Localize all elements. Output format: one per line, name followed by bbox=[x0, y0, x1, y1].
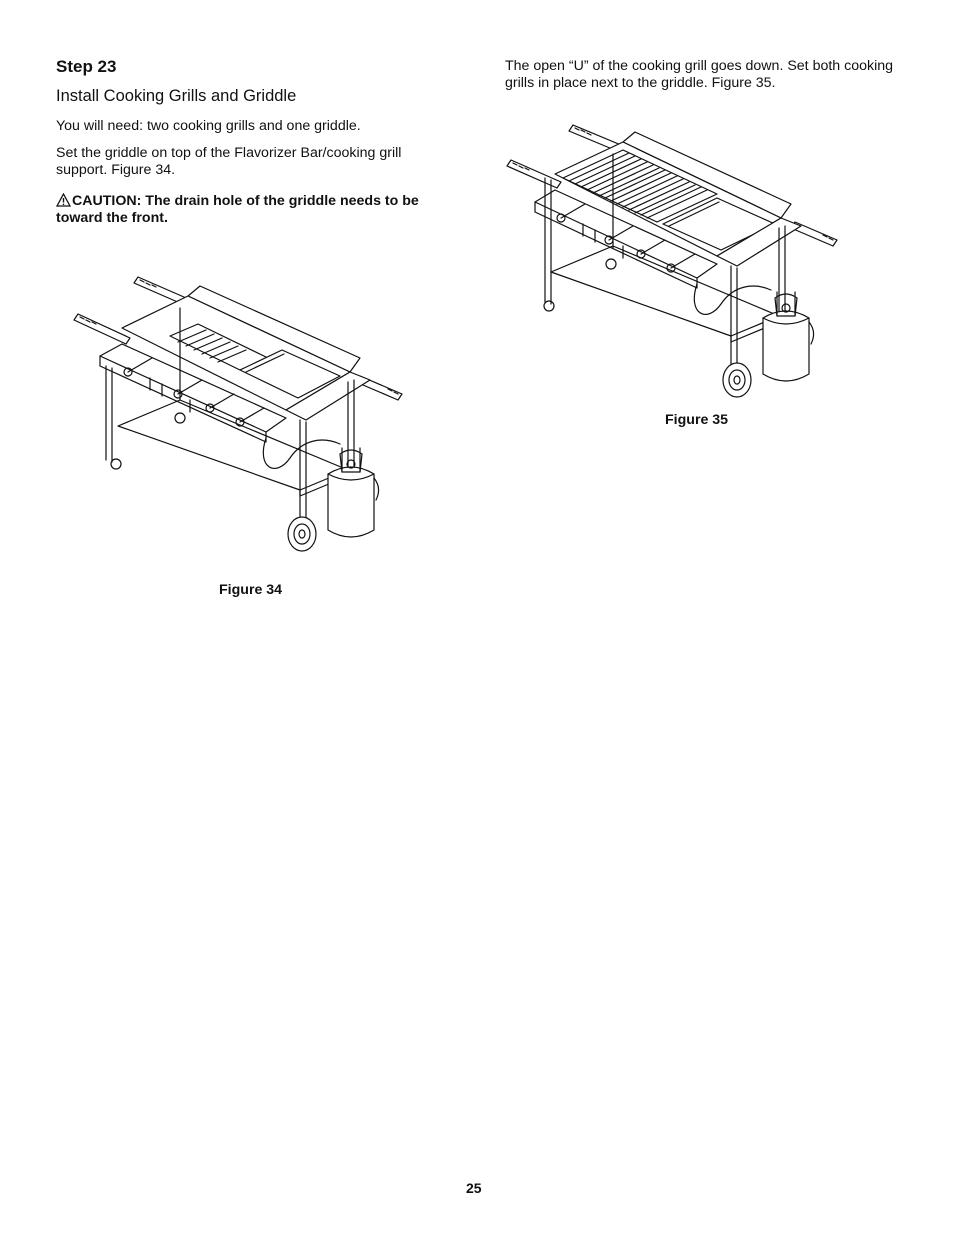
step-title: Step 23 bbox=[56, 57, 117, 76]
wheel-icon bbox=[111, 413, 316, 551]
propane-tank-icon bbox=[763, 292, 814, 381]
caution-note bbox=[56, 193, 448, 227]
step-subtitle: Install Cooking Grills and Griddle bbox=[56, 87, 297, 105]
wheel-icon bbox=[544, 259, 751, 397]
propane-tank-icon bbox=[328, 448, 379, 537]
griddle-instruction-text: Set the griddle on top of the Flavorizer Bar/cooking grill support. Figure 34. bbox=[56, 145, 402, 178]
figure-34-grill-illustration bbox=[70, 268, 410, 558]
figure-34-caption: Figure 34 bbox=[219, 582, 283, 598]
figure-35-caption: Figure 35 bbox=[665, 412, 729, 428]
caution-text: CAUTION: The drain hole of the griddle needs to be toward the front. bbox=[56, 193, 419, 226]
figure-35-grill-illustration bbox=[505, 118, 845, 403]
page-number: 25 bbox=[466, 1180, 482, 1196]
warning-triangle-icon bbox=[56, 193, 71, 207]
needed-items-text: You will need: two cooking grills and one griddle. bbox=[56, 118, 361, 134]
grill-instruction-text: The open “U” of the cooking grill goes down. Set both cooking grills in place next to the griddle. Figure 35. bbox=[505, 58, 894, 91]
